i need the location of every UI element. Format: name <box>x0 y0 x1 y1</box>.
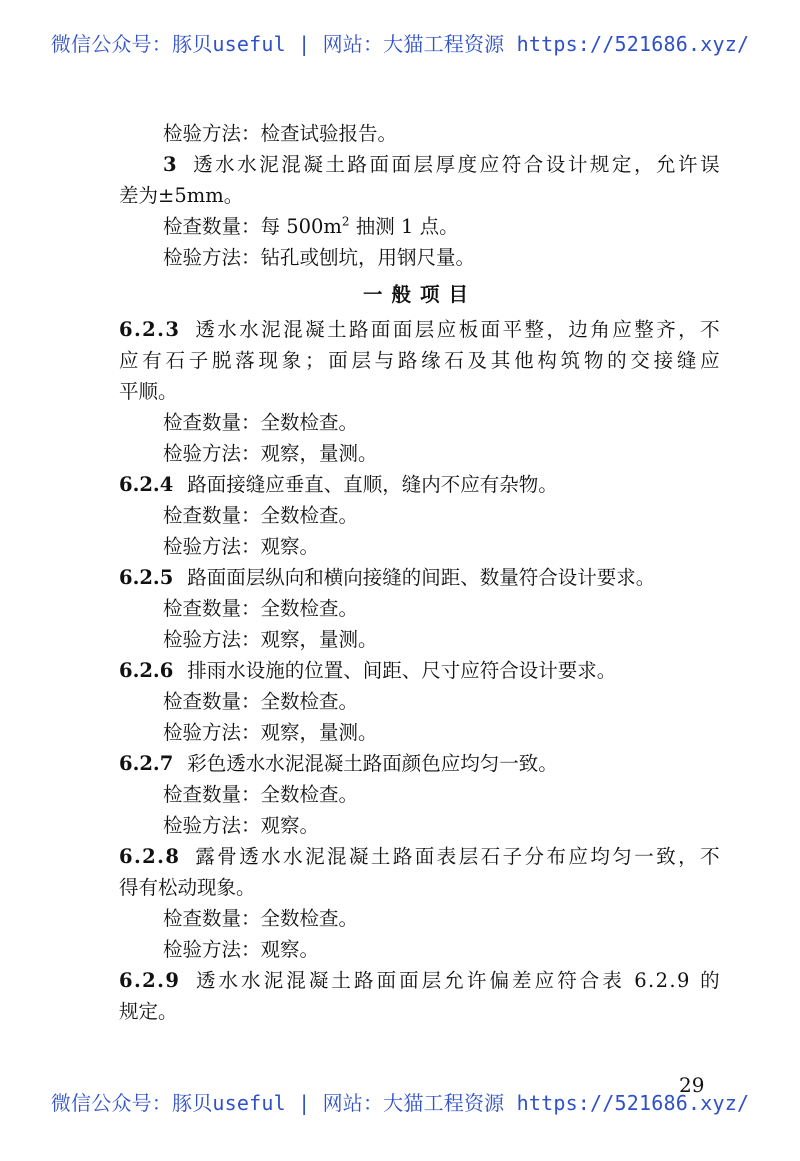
page-number: 29 <box>679 1073 705 1097</box>
clause-number: 6.2.8 <box>119 845 181 868</box>
clause-626-quantity: 检查数量：全数检查。 <box>163 690 359 713</box>
clause-624 <box>119 469 721 500</box>
document-body <box>119 118 721 1027</box>
clause-number: 3 <box>163 153 178 176</box>
clause-627-quantity: 检查数量：全数检查。 <box>163 783 359 806</box>
clause-627 <box>119 748 721 779</box>
clause-text: 透水水泥混凝土路面面层厚度应符合设计规定，允许误 <box>191 153 721 176</box>
clause-3-method: 检验方法：钻孔或刨坑，用钢尺量。 <box>163 246 476 269</box>
clause-629-line-1 <box>119 965 721 996</box>
watermark-top: 微信公众号：豚贝useful | 网站：大猫工程资源 https://521686.xyz/ <box>50 32 750 56</box>
clause-3-quantity <box>119 211 721 242</box>
clause-number: 6.2.7 <box>119 752 174 775</box>
watermark-bottom: 微信公众号：豚贝useful | 网站：大猫工程资源 https://521686.xyz/ <box>50 1091 750 1115</box>
clause-628-method: 检验方法：观察。 <box>163 938 320 961</box>
clause-625-quantity: 检查数量：全数检查。 <box>163 597 359 620</box>
clause-3-line-1 <box>119 149 721 180</box>
clause-number: 6.2.9 <box>119 969 181 992</box>
section-heading: 一般项目 <box>362 283 477 306</box>
clause-number: 6.2.3 <box>119 318 181 341</box>
clause-627-method: 检验方法：观察。 <box>163 814 320 837</box>
clause-624-quantity: 检查数量：全数检查。 <box>163 504 359 527</box>
clause-626 <box>119 655 721 686</box>
clause-628-line-2: 得有松动现象。 <box>119 876 256 899</box>
clause-text: 透水水泥混凝土路面面层允许偏差应符合表 6.2.9 的 <box>194 969 721 992</box>
clause-3-line-2: 差为±5mm。 <box>119 184 244 207</box>
clause-625-method: 检验方法：观察，量测。 <box>163 628 378 651</box>
clause-623-line-2: 应有石子脱落现象；面层与路缘石及其他构筑物的交接缝应 <box>119 349 721 372</box>
clause-624-method: 检验方法：观察。 <box>163 535 320 558</box>
superscript: 2 <box>341 214 350 229</box>
clause-text: 排雨水设施的位置、间距、尺寸应符合设计要求。 <box>187 659 617 682</box>
quantity-text-end: 抽测 1 点。 <box>349 215 459 238</box>
clause-623-method: 检验方法：观察，量测。 <box>163 442 378 465</box>
clause-623-line-1 <box>119 314 721 345</box>
clause-text: 路面接缝应垂直、直顺，缝内不应有杂物。 <box>187 473 558 496</box>
clause-text: 路面面层纵向和横向接缝的间距、数量符合设计要求。 <box>187 566 656 589</box>
clause-623-line-3: 平顺。 <box>119 380 178 403</box>
quantity-text: 检查数量：每 500m <box>163 215 342 238</box>
clause-629-line-2: 规定。 <box>119 1000 178 1023</box>
clause-text: 露骨透水水泥混凝土路面表层石子分布应均匀一致，不 <box>194 845 721 868</box>
clause-number: 6.2.6 <box>119 659 174 682</box>
clause-number: 6.2.5 <box>119 566 174 589</box>
clause-number: 6.2.4 <box>119 473 174 496</box>
clause-text: 彩色透水水泥混凝土路面颜色应均匀一致。 <box>187 752 558 775</box>
clause-text: 透水水泥混凝土路面面层应板面平整，边角应整齐，不 <box>194 318 721 341</box>
clause-628-quantity: 检查数量：全数检查。 <box>163 907 359 930</box>
clause-623-quantity: 检查数量：全数检查。 <box>163 411 359 434</box>
paragraph-line: 检验方法：检查试验报告。 <box>163 122 398 145</box>
clause-626-method: 检验方法：观察，量测。 <box>163 721 378 744</box>
clause-628-line-1 <box>119 841 721 872</box>
clause-625 <box>119 562 721 593</box>
